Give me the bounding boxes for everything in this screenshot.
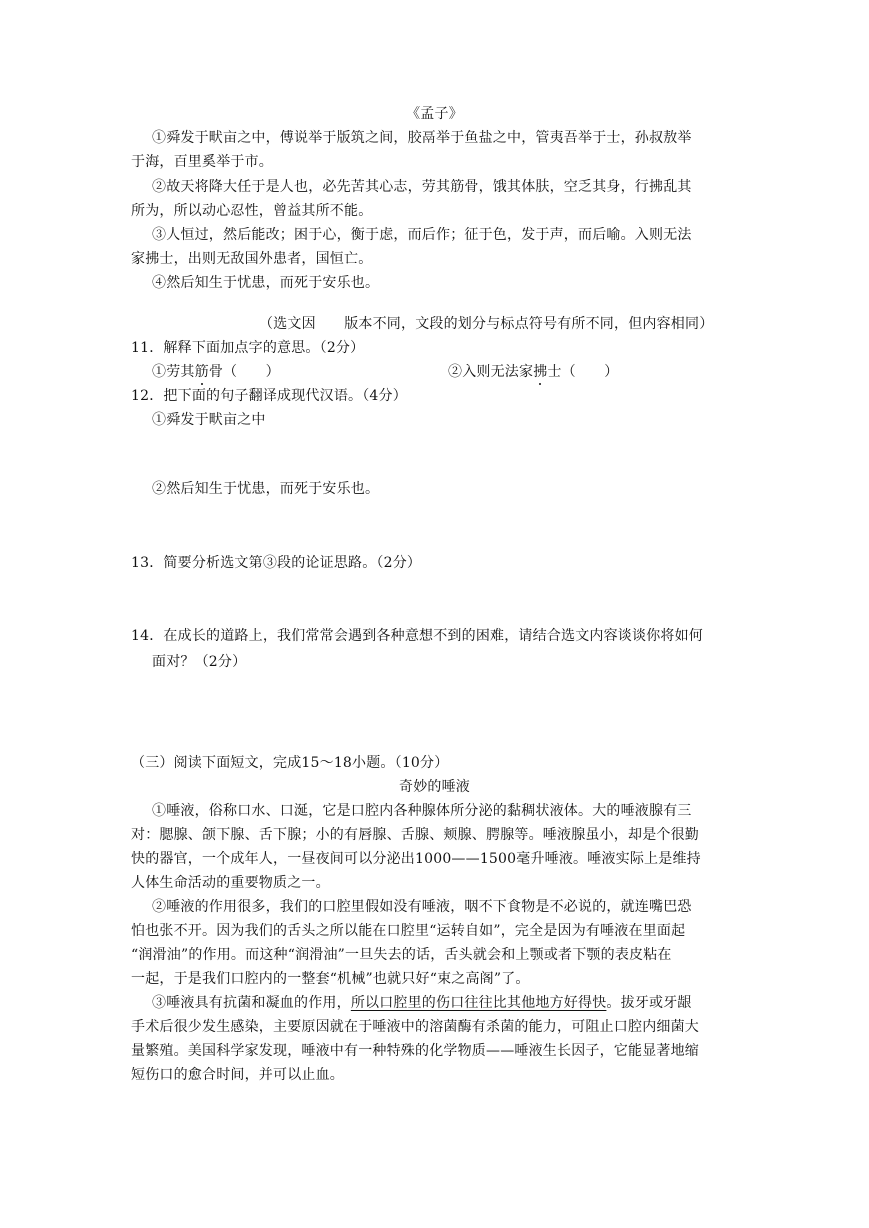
article-paragraph-3-line-2: 手术后很少发生感染，主要原因就在于唾液中的溶菌酶有杀菌的能力，可阻止口腔内细菌大 xyxy=(131,1019,699,1035)
article-paragraph-1-line-2: 对：腮腺、颌下腺、舌下腺；小的有唇腺、舌腺、颊腺、腭腺等。唾液腺虽小，却是个很勤 xyxy=(131,827,699,843)
article-paragraph-1-line-3: 快的器官，一个成年人，一昼夜间可以分泌出1000——1500毫升唾液。唾液实际上是维持 xyxy=(131,851,701,867)
section-3-heading: （三）阅读下面短文，完成15～18小题。（10分） xyxy=(131,755,449,771)
question-12-item-2: ②然后知生于忧患，而死于安乐也。 xyxy=(152,481,380,497)
article-paragraph-1-line-4: 人体生命活动的重要物质之一。 xyxy=(131,875,330,891)
q11-item2-prefix: ②入则无法家 xyxy=(448,364,534,380)
article-paragraph-3-line-1 xyxy=(152,993,692,1013)
question-11-stem: 11．解释下面加点字的意思。（2分） xyxy=(131,340,365,356)
a3-line1-prefix: ③唾液具有抗菌和凝血的作用， xyxy=(152,995,351,1011)
q11-item2-suffix: 士（ ） xyxy=(547,364,619,380)
q11-item1-prefix: ①劳其 xyxy=(152,364,195,380)
question-12-stem: 12．把下面的句子翻译成现代汉语。（4分） xyxy=(131,388,407,404)
edition-note: （选文因 版本不同，文段的划分与标点符号有所不同，但内容相同） xyxy=(259,316,714,332)
paragraph-4-line-1: ④然后知生于忧患，而死于安乐也。 xyxy=(152,275,380,291)
article-paragraph-3-line-3: 量繁殖。美国科学家发现，唾液中有一种特殊的化学物质——唾液生长因子，它能显著地缩 xyxy=(131,1043,699,1059)
paragraph-2-line-2: 所为，所以动心忍性，曾益其所不能。 xyxy=(131,203,373,219)
question-14-line-2: 面对？（2分） xyxy=(152,654,247,670)
question-13-stem: 13．简要分析选文第③段的论证思路。（2分） xyxy=(131,555,422,571)
article-paragraph-1-line-1: ①唾液，俗称口水、口涎，它是口腔内各种腺体所分泌的黏稠状液体。大的唾液腺有三 xyxy=(152,803,692,819)
article-paragraph-2-line-2: 怕也张不开。因为我们的舌头之所以能在口腔里“运转自如”，完全是因为有唾液在里面起 xyxy=(131,923,686,939)
article-paragraph-2-line-4: 一起，于是我们口腔内的一整套“机械”也就只好“束之高阁”了。 xyxy=(131,971,530,987)
paragraph-1-line-2: 于海，百里奚举于市。 xyxy=(131,154,273,170)
passage-title: 《孟子》 xyxy=(406,106,463,122)
emphasis-dot-char: 拂 xyxy=(533,364,548,380)
article-paragraph-2-line-3: “润滑油”的作用。而这种“润滑油”一旦失去的话，舌头就会和上颚或者下颚的表皮粘在 xyxy=(131,947,672,963)
q11-item1-suffix: 骨（ ） xyxy=(208,364,280,380)
emphasis-dot-char: 筋 xyxy=(194,364,209,380)
paragraph-1-line-1: ①舜发于畎亩之中，傅说举于版筑之间，胶鬲举于鱼盐之中，管夷吾举于士，孙叔敖举 xyxy=(152,130,692,146)
question-12-item-1: ①舜发于畎亩之中 xyxy=(152,412,266,428)
question-14-line-1: 14．在成长的道路上，我们常常会遇到各种意想不到的困难，请结合选文内容谈谈你将如何 xyxy=(131,628,704,644)
paragraph-2-line-1: ②故天将降大任于是人也，必先苦其心志，劳其筋骨，饿其体肤，空乏其身，行拂乱其 xyxy=(152,179,692,195)
a3-line1-suffix: 。拔牙或牙龈 xyxy=(606,995,692,1011)
paragraph-3-line-2: 家拂士，出则无敌国外患者，国恒亡。 xyxy=(131,251,373,267)
question-11-item-2 xyxy=(448,362,618,382)
article-paragraph-3-line-4: 短伤口的愈合时间，并可以止血。 xyxy=(131,1067,344,1083)
underlined-sentence: 所以口腔里的伤口往往比其他地方好得快 xyxy=(350,995,607,1011)
article-title: 奇妙的唾液 xyxy=(399,779,470,795)
article-paragraph-2-line-1: ②唾液的作用很多，我们的口腔里假如没有唾液，咽不下食物是不必说的，就连嘴巴恐 xyxy=(152,899,692,915)
paragraph-3-line-1: ③人恒过，然后能改；困于心，衡于虑，而后作；征于色，发于声，而后喻。入则无法 xyxy=(152,227,692,243)
question-11-item-1 xyxy=(152,362,280,382)
